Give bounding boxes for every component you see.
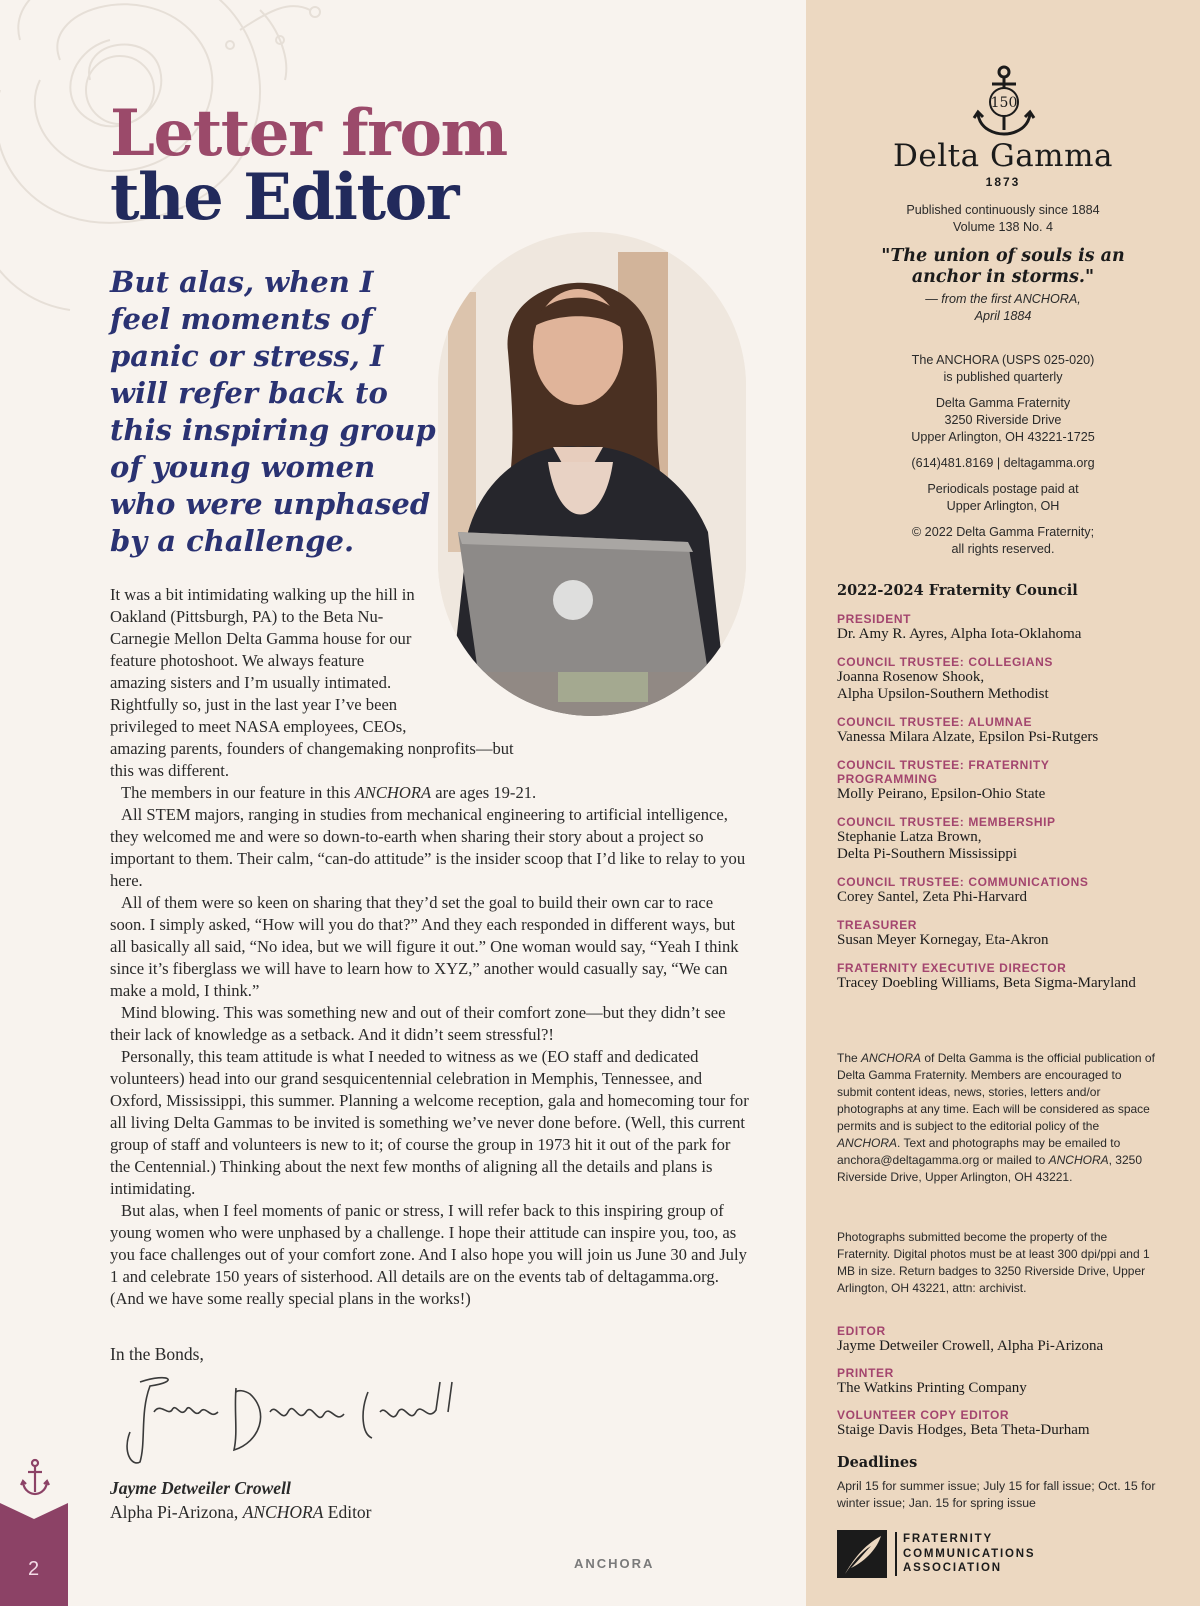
mailing-address	[806, 395, 1200, 446]
editorial-policy	[837, 1050, 1157, 1186]
copyright-notice	[806, 524, 1200, 558]
role-label: COUNCIL TRUSTEE: COMMUNICATIONS	[837, 875, 1089, 889]
page-title-line-2: the Editor	[110, 160, 458, 235]
council-role	[837, 875, 1177, 906]
fca-line-2: COMMUNICATIONS	[903, 1547, 1036, 1560]
signer-title	[110, 1502, 372, 1523]
body-paragraph-1b: amazing parents, founders of changemaking nonprofits—but this was different.	[110, 739, 514, 780]
anchor-icon	[20, 1458, 50, 1498]
photo-policy: Photographs submitted become the property of the Fraternity. Digital photos must be at least 300 dpi/ppi and 1 MB in size. Return badges to 3250 Riverside Drive, Upper Arlington, OH 43221, attn: archivist.	[837, 1230, 1150, 1295]
footer-publication-name: ANCHORA	[574, 1556, 655, 1571]
policy-text-a: The	[837, 1051, 862, 1065]
policy-em-2: ANCHORA	[837, 1136, 898, 1150]
page-title	[110, 96, 507, 235]
deadlines-text: April 15 for summer issue; July 15 for fall issue; Oct. 15 for winter issue; Jan. 15 for spring issue	[837, 1479, 1156, 1510]
council-role	[837, 655, 1177, 703]
postage-info-line-2: Upper Arlington, OH	[946, 499, 1060, 513]
mailing-address-line-3: Upper Arlington, OH 43221-1725	[911, 430, 1095, 444]
handwritten-signature	[110, 1372, 470, 1468]
council-role	[837, 715, 1177, 746]
body-paragraph-2-em: ANCHORA	[354, 783, 432, 802]
body-paragraph-5: Mind blowing. This was something new and out of their comfort zone—but they didn’t see their lack of knowledge as a setback. And it didn’t seem stressful?!	[110, 1003, 726, 1044]
usps-info	[806, 352, 1200, 386]
role-name: Susan Meyer Kornegay, Eta-Akron	[837, 932, 1049, 948]
motto-line-1: "The union of souls is an	[881, 246, 1125, 266]
signer-name: Jayme Detweiler Crowell	[110, 1478, 291, 1498]
fca-quill-logo-icon	[837, 1530, 887, 1578]
usps-info-line-1: The ANCHORA (USPS 025-020)	[911, 353, 1095, 367]
publication-info	[806, 202, 1200, 236]
role-label: PRESIDENT	[837, 612, 912, 626]
role-label: PRINTER	[837, 1366, 894, 1380]
role-name: The Watkins Printing Company	[837, 1380, 1027, 1396]
pull-quote: But alas, when I feel moments of panic or stress, I will refer back to this inspiring group of young women who were unphased by a challenge.	[110, 265, 436, 558]
policy-text-c: . Text and photographs may be emailed to anchora@deltagamma.org or mailed to	[837, 1136, 1121, 1167]
role-label: VOLUNTEER COPY EDITOR	[837, 1408, 1010, 1422]
staff-role	[837, 1324, 1177, 1355]
council-heading: 2022-2024 Fraternity Council	[837, 582, 1078, 599]
role-label: COUNCIL TRUSTEE: COLLEGIANS	[837, 655, 1053, 669]
policy-text-b: of Delta Gamma is the official publication of Delta Gamma Fraternity. Members are encouraged to submit content ideas, news, stories, letters and/or photographs at any time. Each will be considered as space permits and is subject to the editorial policy of the	[837, 1051, 1155, 1133]
motto-source	[806, 291, 1200, 325]
role-name: Corey Santel, Zeta Phi-Harvard	[837, 889, 1027, 905]
body-paragraph-4: All of them were so keen on sharing that they’d set the goal to build their own car to race soon. I simply asked, “How will you do that?” And they each responded in different ways, but all basically all said, “No idea, but we will figure it out.” One woman would say, “Yeah I think since it’s fiberglass we will have to learn how to XYZ,” another would casually say, “We can make a mold, I think.”	[110, 893, 739, 1000]
body-paragraph-6: Personally, this team attitude is what I needed to witness as we (EO staff and dedicated volunteers) head into our grand sesquicentennial celebration in Memphis, Tennessee, and Oxford, Mississippi, this summer. Planning a welcome reception, gala and homecoming tour for all living Delta Gammas to be invited is something we’ve never done before. (Well, this current group of staff and volunteers is new to it; of course the group in 1973 hit it out of the park for the Centennial.) Thinking about the next few months of aligning all the details and plans is intimidating.	[110, 1047, 749, 1198]
mailing-address-line-2: 3250 Riverside Drive	[944, 413, 1062, 427]
role-label: COUNCIL TRUSTEE: ALUMNAE	[837, 715, 1033, 729]
role-label: COUNCIL TRUSTEE: MEMBERSHIP	[837, 815, 1056, 829]
letter-body	[110, 584, 750, 1310]
council-role	[837, 918, 1177, 949]
motto-line-2: anchor in storms."	[911, 267, 1095, 287]
svg-text:150: 150	[990, 95, 1018, 111]
role-name: Jayme Detweiler Crowell, Alpha Pi-Arizona	[837, 1338, 1104, 1354]
body-paragraph-2-b: are ages 19-21.	[431, 783, 537, 802]
role-label: TREASURER	[837, 918, 918, 932]
role-name: Stephanie Latza Brown, Delta Pi-Southern Mississippi	[837, 829, 1018, 862]
page-title-line-1: Letter from	[110, 96, 507, 171]
policy-em-3: ANCHORA	[1048, 1153, 1109, 1167]
staff-role	[837, 1408, 1177, 1439]
role-name: Molly Peirano, Epsilon-Ohio State	[837, 786, 1046, 802]
page-number-tab	[0, 1503, 68, 1606]
council-roles-list	[837, 612, 1177, 1004]
signer-title-b: Editor	[323, 1502, 372, 1522]
body-paragraph-1a: It was a bit intimidating walking up the hill in Oakland (Pittsburgh, PA) to the Beta Nu-Carnegie Mellon Delta Gamma house for our feature photoshoot. We always feature amazing sisters and I’m usually intimated. Rightfully so, just in the last year I’ve been privileged to meet NASA employees, CEOs,	[110, 585, 415, 736]
publication-info-line-2: Volume 138 No. 4	[952, 220, 1054, 234]
body-paragraph-7: But alas, when I feel moments of panic or stress, I will refer back to this inspiring group of young women who were unphased by a challenge. I hope their attitude can inspire you, too, as you face challenges out of your comfort zone. And I also hope you will join us June 30 and July 1 and celebrate 150 years of sisterhood. All details are on the events tab of deltagamma.org. (And we have some really special plans in the works!)	[110, 1201, 747, 1308]
postage-info-line-1: Periodicals postage paid at	[927, 482, 1079, 496]
role-label: COUNCIL TRUSTEE: FRATERNITY PROGRAMMING	[837, 758, 1050, 786]
motto-source-line-2: April 1884	[974, 309, 1032, 323]
organization-name: Delta Gamma	[893, 138, 1113, 174]
policy-text-d: , 3250 Riverside Drive, Upper Arlington, OH 43221.	[837, 1153, 1143, 1184]
fca-divider	[895, 1532, 897, 1576]
council-role	[837, 612, 1177, 643]
role-label: FRATERNITY EXECUTIVE DIRECTOR	[837, 961, 1067, 975]
closing-salutation: In the Bonds,	[110, 1344, 204, 1364]
signer-title-em: ANCHORA	[242, 1502, 324, 1522]
mailing-address-line-1: Delta Gamma Fraternity	[935, 396, 1071, 410]
organization-year: 1873	[985, 175, 1021, 189]
postage-info	[806, 481, 1200, 515]
contact-info: (614)481.8169 | deltagamma.org	[911, 456, 1095, 470]
role-name: Dr. Amy R. Ayres, Alpha Iota-Oklahoma	[837, 626, 1082, 642]
fca-wordmark	[903, 1532, 1035, 1576]
publication-info-line-1: Published continuously since 1884	[906, 203, 1100, 217]
policy-em-1: ANCHORA	[861, 1051, 922, 1065]
page-number: 2	[28, 1558, 40, 1580]
staff-role	[837, 1366, 1177, 1397]
copyright-line-1: © 2022 Delta Gamma Fraternity;	[911, 525, 1095, 539]
signer-title-a: Alpha Pi-Arizona,	[110, 1502, 243, 1522]
fca-line-1: FRATERNITY	[903, 1533, 993, 1545]
role-label: EDITOR	[837, 1324, 886, 1338]
role-name: Vanessa Milara Alzate, Epsilon Psi-Rutgers	[837, 729, 1099, 745]
anchor-150-logo-icon	[964, 64, 1044, 140]
body-paragraph-2-a: The members in our feature in this	[121, 783, 355, 802]
fca-line-3: ASSOCIATION	[903, 1562, 1002, 1574]
usps-info-line-2: is published quarterly	[943, 370, 1063, 384]
role-name: Joanna Rosenow Shook, Alpha Upsilon-Southern Methodist	[837, 669, 1049, 702]
staff-list	[837, 1324, 1177, 1450]
motto-source-line-1: — from the first ANCHORA,	[925, 292, 1081, 306]
council-role	[837, 758, 1177, 803]
body-paragraph-3: All STEM majors, ranging in studies from mechanical engineering to artificial intelligence, they welcomed me and were so down-to-earth when sharing their story about a project so important to them. Their calm, “can-do attitude” is the insider scoop that I’d like to relay to you here.	[110, 805, 746, 890]
council-role	[837, 815, 1177, 863]
motto	[806, 246, 1200, 288]
body-paragraph-2	[110, 782, 750, 804]
role-name: Tracey Doebling Williams, Beta Sigma-Maryland	[837, 975, 1136, 991]
role-name: Staige Davis Hodges, Beta Theta-Durham	[837, 1422, 1090, 1438]
deadlines-heading: Deadlines	[837, 1454, 918, 1471]
council-role	[837, 961, 1177, 992]
masthead-sidebar	[806, 0, 1200, 1606]
copyright-line-2: all rights reserved.	[951, 542, 1055, 556]
